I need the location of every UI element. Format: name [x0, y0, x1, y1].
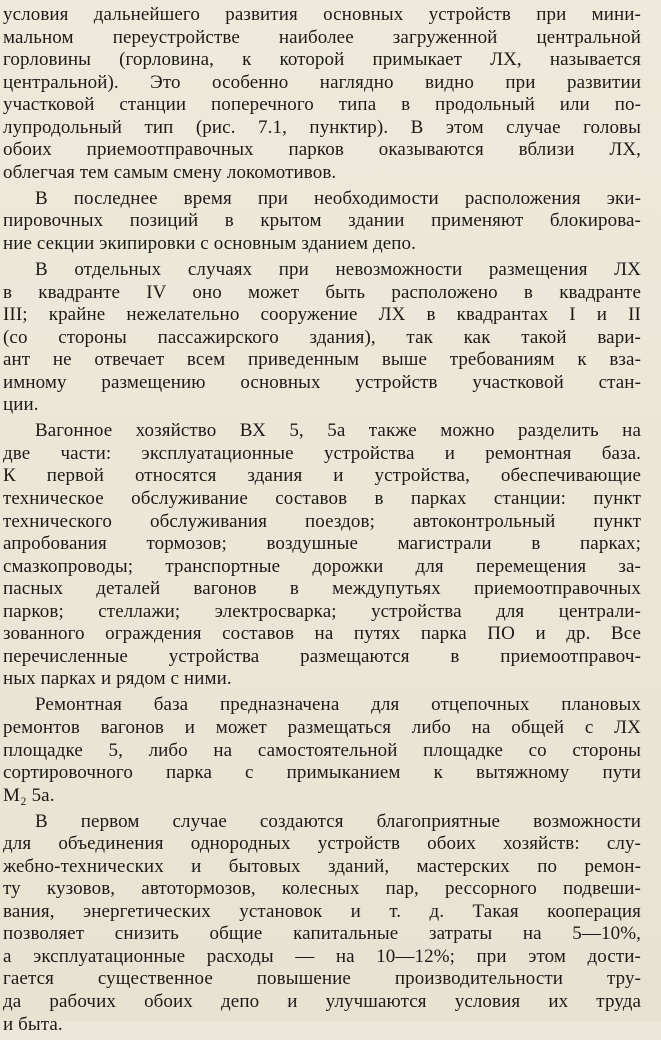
- text-line: жебно-технических и бытовых зданий, мастерских по ремон-: [3, 855, 641, 877]
- text-line: III; крайне нежелательно сооружение ЛХ в квадрантах I и II: [3, 304, 641, 326]
- text-line: имному размещению основных устройств участковой стан-: [3, 371, 641, 393]
- text-line: ту кузовов, автотормозов, колесных пар, рессорного подвеши-: [3, 878, 641, 900]
- paragraph-2: [3, 188, 641, 256]
- text-line: вания, энергетических установок и т. д. Такая кооперация: [3, 900, 641, 922]
- text-line: а эксплуатационные расходы — на 10—12%; при этом дости-: [3, 945, 641, 967]
- text-line: позволяет снизить общие капитальные затраты на 5—10%,: [3, 923, 641, 945]
- text-line: да рабочих обоих депо и улучшаются условия их труда: [3, 991, 641, 1013]
- text-line: гается существенное повышение производительности тру-: [3, 968, 641, 990]
- text-line: апробования тормозов; воздушные магистрали в парках;: [3, 533, 641, 555]
- text-line: пасных деталей вагонов в междупутьях приемоотправочных: [3, 578, 641, 600]
- text-line: в квадранте IV оно может быть расположено в квадранте: [3, 281, 641, 303]
- paragraph-1: [3, 4, 641, 184]
- text-line: М₂ 5а.: [3, 784, 55, 806]
- text-line: Вагонное хозяйство ВХ 5, 5а также можно разделить на: [35, 420, 641, 442]
- text-line: две части: эксплуатационные устройства и ремонтная база.: [3, 442, 641, 464]
- paragraph-5: [3, 694, 641, 807]
- text-line: ремонтов вагонов и может размещаться либо на общей с ЛХ: [3, 716, 641, 738]
- text-line: техническое обслуживание составов в парках станции: пункт: [3, 487, 641, 509]
- text-line: участковой станции поперечного типа в продольный или по-: [3, 94, 641, 116]
- paragraph-3: [3, 259, 641, 417]
- text-line: В первом случае создаются благоприятные возможности: [35, 810, 641, 832]
- text-line: ных парках и рядом с ними.: [3, 668, 232, 690]
- text-line: сортировочного парка с примыканием к вытяжному пути: [3, 762, 641, 784]
- text-line: технического обслуживания поездов; автоконтрольный пункт: [3, 510, 641, 532]
- text-line: пировочных позиций в крытом здании применяют блокирова-: [3, 210, 641, 232]
- text-line: мальном переустройстве наиболее загруженной центральной: [3, 26, 641, 48]
- text-line: горловины (горловина, к которой примыкает ЛХ, называется: [3, 49, 641, 71]
- text-line: ние секции экипировки с основным зданием депо.: [3, 232, 416, 254]
- text-line: центральной). Это особенно наглядно видно при развитии: [3, 71, 641, 93]
- text-line: В последнее время при необходимости расположения эки-: [35, 187, 641, 209]
- body-text: [3, 4, 641, 1040]
- text-line: обоих приемоотправочных парков оказываются вблизи ЛХ,: [3, 139, 641, 161]
- text-line: В отдельных случаях при невозможности размещения ЛХ: [35, 259, 641, 281]
- text-line: лупродольный тип (рис. 7.1, пунктир). В этом случае головы: [3, 116, 641, 138]
- text-line: смазкопроводы; транспортные дорожки для перемещения за-: [3, 555, 641, 577]
- paragraph-4: [3, 420, 641, 691]
- text-line: К первой относятся здания и устройства, обеспечивающие: [3, 465, 641, 487]
- text-line: парков; стеллажи; электросварка; устройства для централи-: [3, 600, 641, 622]
- text-line: ции.: [3, 394, 39, 416]
- text-line: для объединения однородных устройств обоих хозяйств: слу-: [3, 833, 641, 855]
- text-line: Ремонтная база предназначена для отцепочных плановых: [35, 694, 641, 716]
- text-line: и быта.: [3, 1013, 63, 1035]
- paragraph-6: [3, 811, 641, 1036]
- text-line: облегчая тем самым смену локомотивов.: [3, 161, 337, 183]
- text-line: перечисленные устройства размещаются в приемоотправоч-: [3, 645, 641, 667]
- text-line: зованного ограждения составов на путях парка ПО и др. Все: [3, 623, 641, 645]
- text-line: площадке 5, либо на самостоятельной площадке со стороны: [3, 739, 641, 761]
- text-line: ант не отвечает всем приведенным выше требованиям к вза-: [3, 349, 641, 371]
- text-line: (со стороны пассажирского здания), так как такой вари-: [3, 326, 641, 348]
- text-line: условия дальнейшего развития основных устройств при мини-: [3, 4, 641, 25]
